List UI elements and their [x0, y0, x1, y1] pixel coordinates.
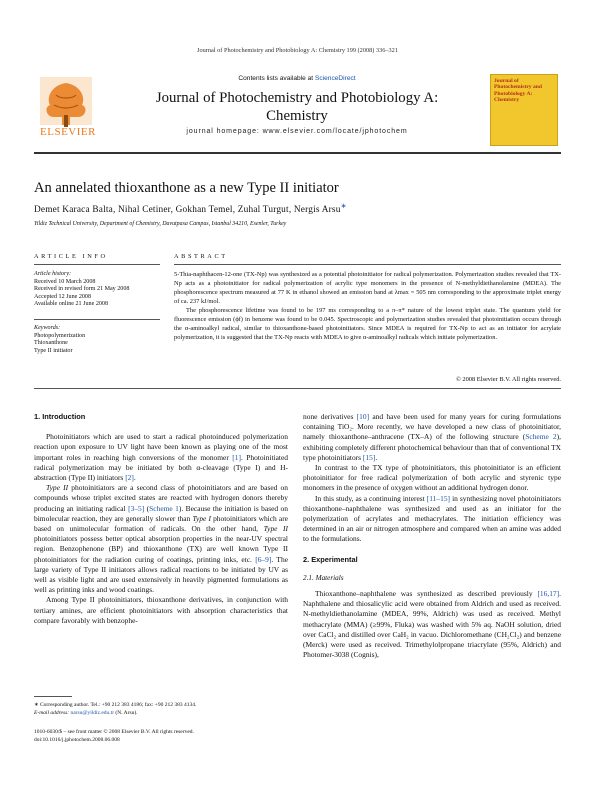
- history-label: Article history:: [34, 271, 72, 277]
- abstract-heading: ABSTRACT: [174, 253, 228, 260]
- history-received: Received 10 March 2008: [34, 278, 96, 285]
- masthead-rule: [34, 152, 561, 154]
- journal-title-line2: Chemistry: [266, 108, 328, 124]
- abstract-rule: [174, 264, 561, 265]
- homepage-prefix: journal homepage:: [186, 128, 263, 135]
- abstract-end-rule: [34, 388, 561, 389]
- citation-link[interactable]: [15]: [362, 452, 376, 462]
- section-1-heading: 1. Introduction: [34, 412, 86, 421]
- article-info-divider: [34, 319, 160, 320]
- email-suffix: (N. Arsu).: [114, 710, 138, 716]
- keywords: [34, 325, 85, 355]
- article-title: An annelated thioxanthone as a new Type II initiator: [34, 180, 339, 196]
- publisher-wordmark: ELSEVIER: [40, 126, 96, 138]
- right-column: [303, 412, 561, 660]
- journal-homepage: [120, 128, 474, 135]
- body-paragraph: Type II photoinitiators are a second class of photoinitiators and are based on compounds whose triplet excited states are reacted with hydrogen donors thereby producing an initiating radical [3–5] (Scheme 1). Because the initiation is based on bimolecular reaction, they are generally slower than Type I photoinitiators which are based on unimolecular formation of radicals. On the other hand, Type II photoinitiators possess better optical absorption properties in the near-UV spectral region. Benzophenone (BP) and thioxanthone (TX) are well known Type II photoinitiators for the radiation curing of coatings, printing inks, etc. [6–9]. The large variety of Type II initiators allows radical reactions to be initiated by UV as well as visible light and are used extensively in heavily pigmented formulations as well as printing inks and wood coatings.: [34, 483, 289, 595]
- homepage-url[interactable]: www.elsevier.com/locate/jphotochem: [262, 128, 408, 135]
- scheme-link[interactable]: Scheme 1: [149, 503, 179, 513]
- email-label: E-mail address:: [34, 710, 71, 716]
- article-info-rule: [34, 264, 160, 265]
- email-link[interactable]: narsu@yildiz.edu.tr: [70, 710, 115, 716]
- body-paragraph: Photoinitiators which are used to start a radical photoinduced polymerization reaction upon exposure to UV light have been known as playing one of the most important roles in reaching high conversions of the monomer [1]. Photoinitiated radical polymerization may be initiated by both α-cleavage (Type I) and H-abstraction (Type II) initiators [2].: [34, 432, 288, 483]
- keyword-item: Thioxanthone: [34, 340, 68, 346]
- abstract-paragraph: 5-Thia-naphthacen-12-one (TX-Np) was synthesized as a potential photoinitiator for radical polymerization. Polymerization studies revealed that TX-Np acts as a photoinitiator for radical polymerization of acrylic type monomers in the presence of N-methyldiethanolamine (MDEA). The phosphorescence spectrum measured at 77 K in ethanol showed an emission band at λmax = 505 nm corresponding to the approximate triplet energy of ca. 237 kJ/mol.: [174, 271, 561, 305]
- citation-link[interactable]: [1]: [232, 452, 241, 462]
- author-list: [34, 202, 347, 215]
- cover-title: Journal of Photochemistry and Photobiology A: Chemistry: [494, 78, 543, 104]
- body-paragraph: Among Type II photoinitiators, thioxanthone derivatives, in conjunction with tertiary amines, are efficient photoinitiators with absorption characteristics that compare favorably with benzophe-: [34, 595, 288, 625]
- citation-link[interactable]: [11–15]: [426, 493, 451, 503]
- body-paragraph: In contrast to the TX type of photoinitiators, this photoinitiator is an efficient photoinitiator for free radical polymerization of both acrylic and styrenic type monomers in the presence of oxygen without an additional hydrogen donor.: [303, 463, 561, 493]
- authors-names: Demet Karaca Balta, Nihal Cetiner, Gokhan Temel, Zuhal Turgut, Nergis Arsu: [34, 205, 341, 216]
- history-revised: Received in revised form 21 May 2008: [34, 286, 130, 292]
- keyword-item: Photopolymerization: [34, 332, 86, 339]
- abstract-copyright: © 2008 Elsevier B.V. All rights reserved.: [455, 376, 561, 383]
- citation-link[interactable]: [2]: [125, 473, 134, 483]
- corresponding-author-mark[interactable]: ∗: [340, 202, 347, 210]
- citation-link[interactable]: [10]: [356, 412, 370, 421]
- section-2-1-heading: 2.1. Materials: [303, 573, 344, 582]
- issn-line: 1010-6030/$ – see front matter © 2008 Elsevier B.V. All rights reserved.: [34, 729, 194, 735]
- running-head: Journal of Photochemistry and Photobiology A: Chemistry 199 (2008) 336–321: [197, 47, 398, 54]
- abstract-body: [174, 270, 561, 342]
- body-paragraph: Thioxanthone–naphthalene was synthesized as described previously [16,17]. Naphthalene and thiosalicylic acid were obtained from Aldrich and used as received. N-methyldiethanolamine (MDEA, 99%, Aldrich) was used as received. Methyl methacrylate (MMA) (≥99%, Fluka) was washed with 5% aq. NaOH solution, dried over CaCl₂ and distilled over CaH₂ in vacuo. Dichloromethane (CH₂Cl₂) and benzene (Merck) were used as received. Trimethylolpropane triacrylate (95%, Aldrich) and Photomer-3038 (Cognis),: [303, 589, 561, 660]
- footnote-rule: [34, 696, 72, 697]
- citation-link[interactable]: [6–9]: [255, 554, 272, 564]
- scheme-link[interactable]: Scheme 2: [525, 432, 557, 442]
- section-2-heading: 2. Experimental: [303, 554, 358, 564]
- left-column: [34, 412, 288, 626]
- keywords-label: Keywords:: [34, 325, 61, 331]
- citation-link[interactable]: [3–5]: [128, 503, 145, 513]
- affiliation: Yildiz Technical University, Department of Chemistry, Davutpasa Campus, Istanbul 34210, Esenler, Turkey: [34, 221, 287, 227]
- contents-prefix: Contents lists available at: [238, 75, 315, 82]
- journal-title: [120, 89, 474, 125]
- abstract-paragraph: The phosphorescence lifetime was found to be 197 ms corresponding to a π–π* nature of the lowest triplet state. The quantum yield for fluorescence emission (ϕf) in benzene was found to be 0.045. Spectroscopic and polymerization studies revealed that photoinitiation occurs through the α-aminoalkyl radical, similar to thioxanthone-based photoinitiators. Since MDEA is required for TX-Np to act as an initiator for acrylate polymerization, it is suggested that the TX-Np reacts with MDEA to give α-aminoalkyl radicals which initiate polymerization.: [174, 307, 561, 341]
- citation-link[interactable]: [16,17]: [537, 589, 560, 599]
- doi-link[interactable]: doi:10.1016/j.jphotochem.2008.06.008: [34, 737, 120, 743]
- body-paragraph: none derivatives [10] and have been used for many years for curing formulations containing TiO₂. More recently, we have developed a new class of photoinitiator, namely thioxanthone–anthracene (TX–A) of the following structure (Scheme 2), exhibiting completely different photochemical behaviour than that of conventional TX type photoinitiators [15].: [303, 412, 561, 462]
- contents-line: [120, 75, 474, 82]
- history-accepted: Accepted 12 June 2008: [34, 293, 92, 300]
- email-footnote: [34, 710, 138, 717]
- sciencedirect-link[interactable]: ScienceDirect: [314, 75, 356, 82]
- body-paragraph: In this study, as a continuing interest [11–15] in synthesizing novel photoinitiators thioxanthone–naphthalene was synthesized and used as an initiator for the polymerization of acrylates and methacrylates. The initiation efficiency was determined in an air or nitrogen atmosphere and compared when an amine was added to the formulations.: [303, 493, 561, 544]
- history-online: Available online 21 June 2008: [34, 301, 109, 307]
- journal-title-line1: Journal of Photochemistry and Photobiology A:: [155, 90, 439, 106]
- article-info-heading: ARTICLE INFO: [34, 253, 108, 260]
- keyword-item: Type II initiator: [34, 347, 73, 354]
- corresponding-footnote: ∗ Corresponding author. Tel.: +90 212 383 4186; fax: +90 212 383 4134.: [34, 702, 197, 708]
- article-history: [34, 271, 129, 309]
